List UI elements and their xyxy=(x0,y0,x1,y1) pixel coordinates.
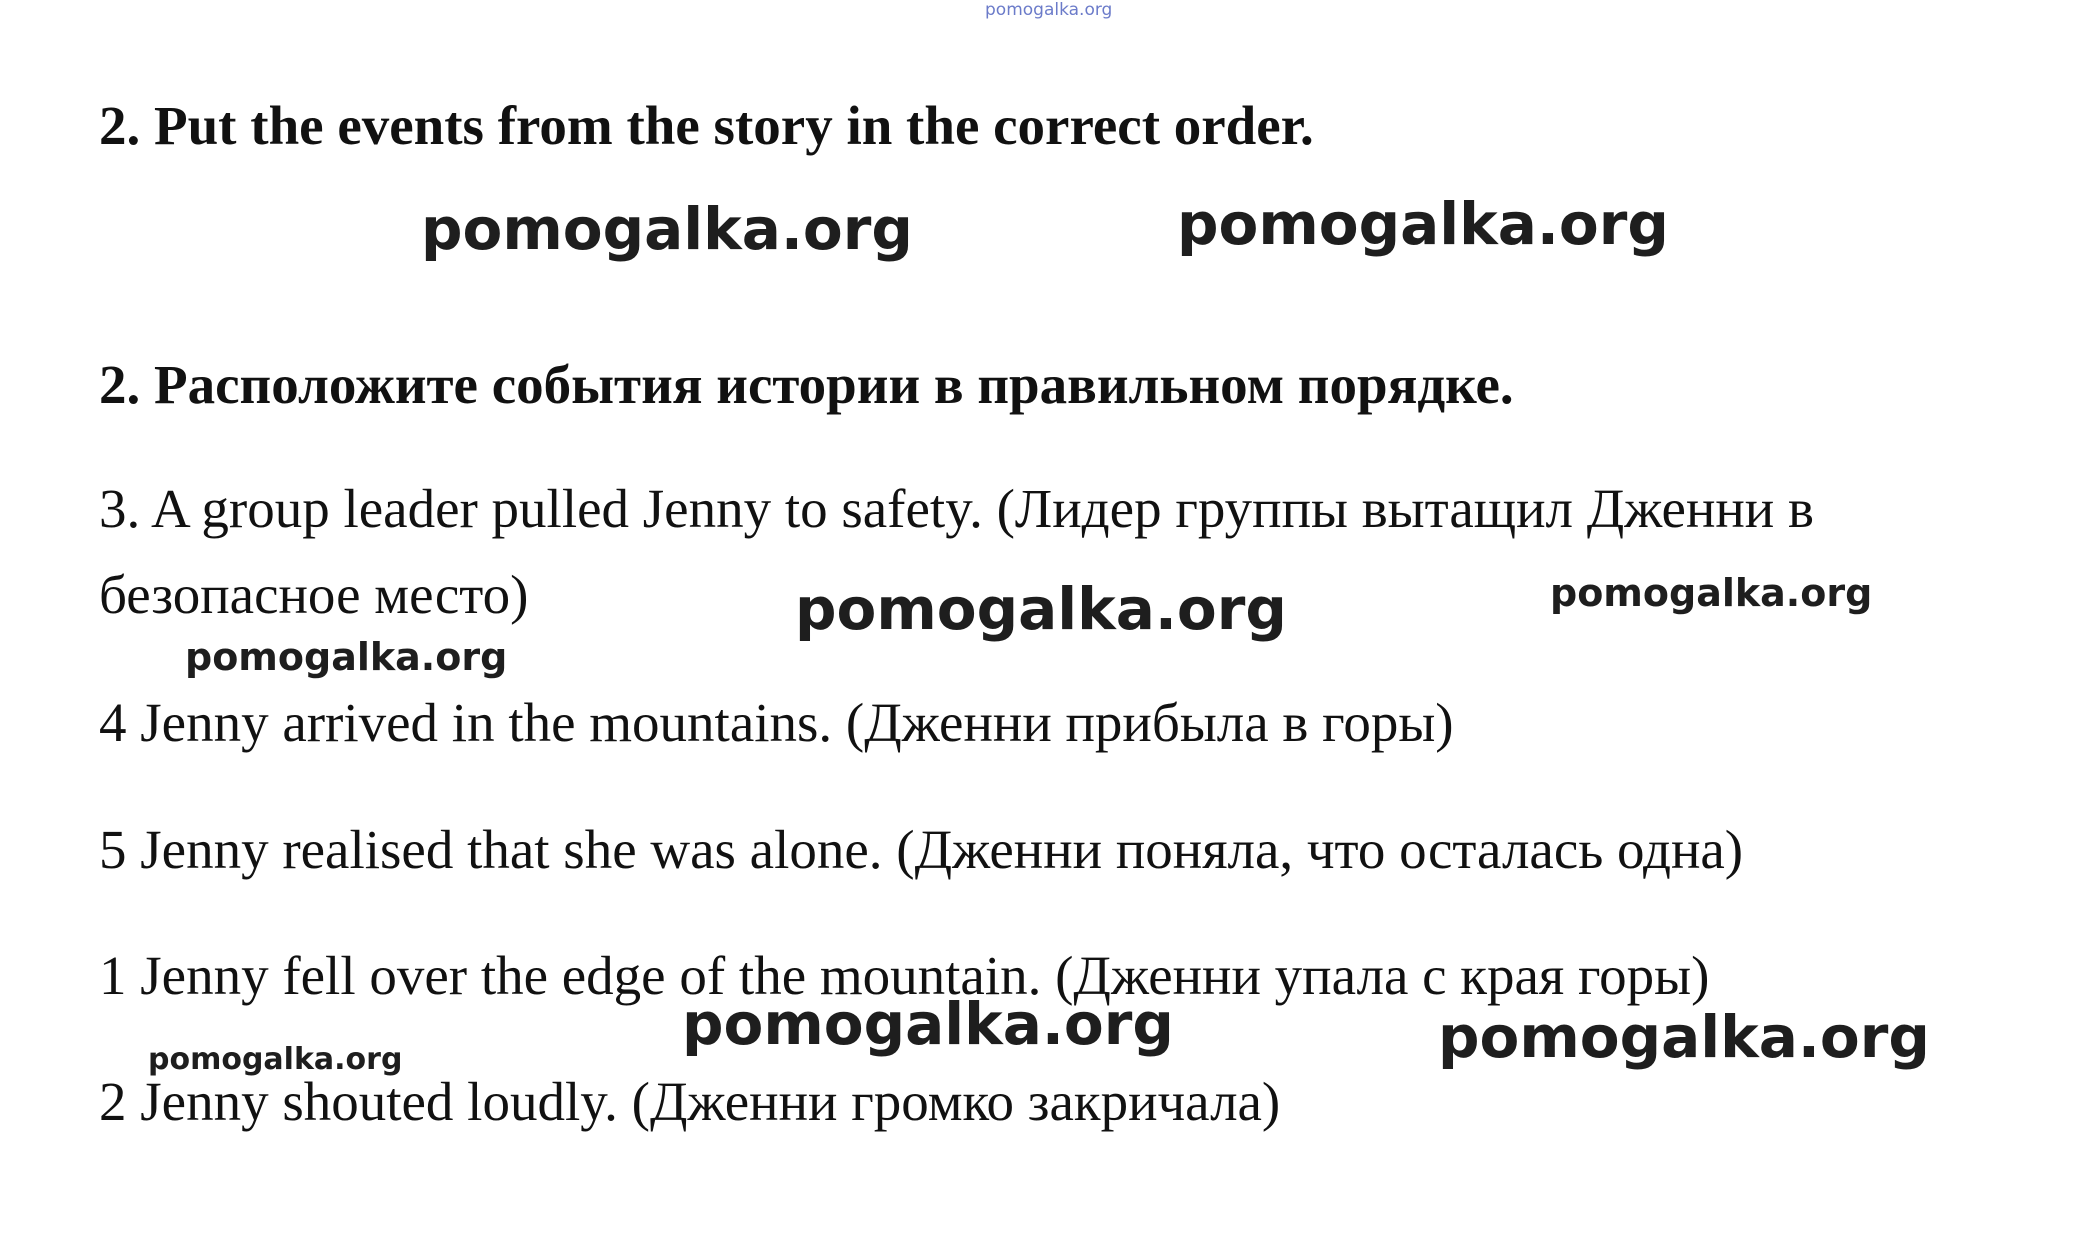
watermark: pomogalka.org xyxy=(682,990,1174,1058)
answer-item-3-line1: 3. A group leader pulled Jenny to safety. (Лидер группы вытащил Дженни в xyxy=(99,478,1814,539)
watermark: pomogalka.org xyxy=(795,575,1287,643)
watermark: pomogalka.org xyxy=(148,1042,403,1077)
heading-english: 2. Put the events from the story in the correct order. xyxy=(99,95,1314,156)
watermark-top: pomogalka.org xyxy=(985,0,1113,20)
watermark: pomogalka.org xyxy=(1177,190,1669,258)
answer-item-1: 1 Jenny fell over the edge of the mountain. (Дженни упала с края горы) xyxy=(99,945,1710,1006)
answer-item-5: 5 Jenny realised that she was alone. (Дженни поняла, что осталась одна) xyxy=(99,819,1744,880)
watermark: pomogalka.org xyxy=(421,195,913,263)
watermark: pomogalka.org xyxy=(185,635,508,679)
watermark: pomogalka.org xyxy=(1550,571,1873,615)
heading-russian: 2. Расположите события истории в правильном порядке. xyxy=(99,354,1514,415)
answer-item-3-line2: безопасное место) xyxy=(99,564,529,625)
watermark: pomogalka.org xyxy=(1438,1003,1930,1071)
answer-item-4: 4 Jenny arrived in the mountains. (Дженни прибыла в горы) xyxy=(99,692,1454,753)
answer-item-2: 2 Jenny shouted loudly. (Дженни громко закричала) xyxy=(99,1071,1281,1132)
